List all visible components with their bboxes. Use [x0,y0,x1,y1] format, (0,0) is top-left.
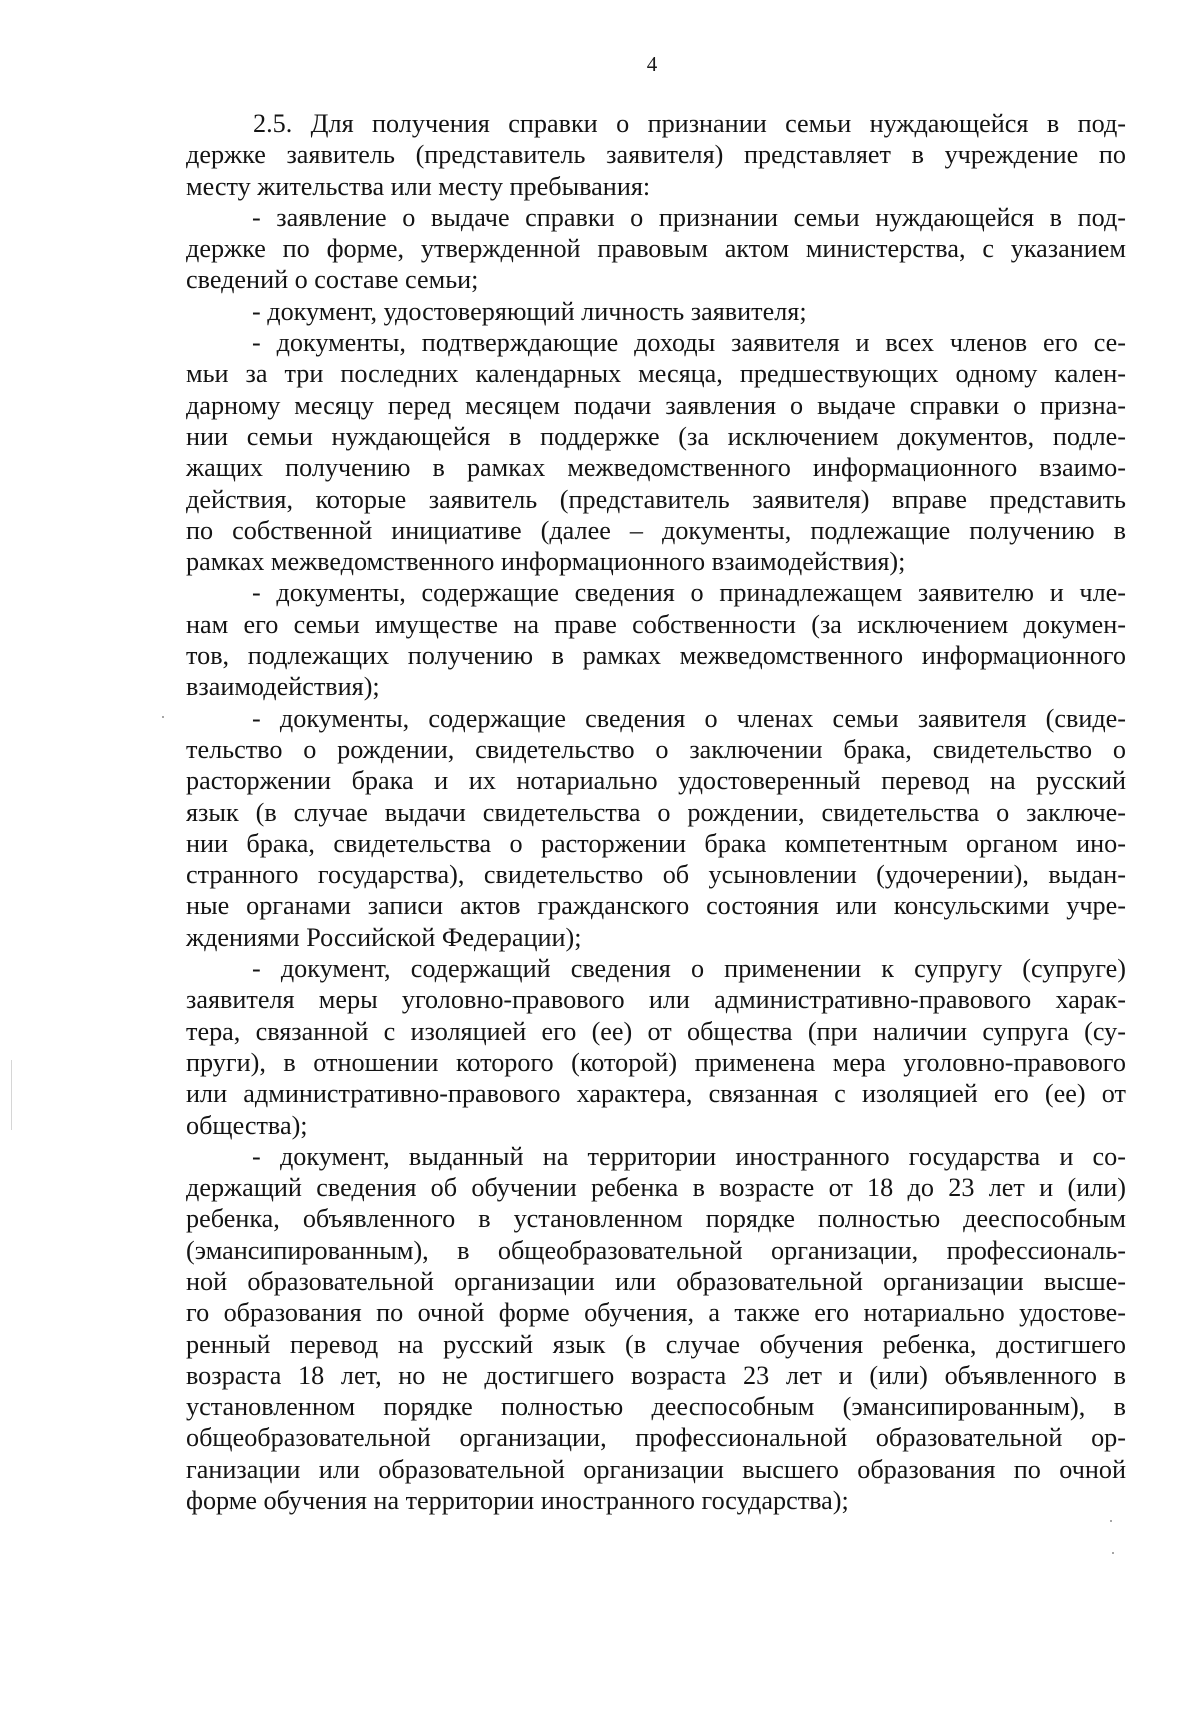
scan-speck [162,716,164,718]
text-line: нам его семьи имуществе на праве собственности (за исключением докумен- [186,609,1126,639]
text-line: - документы, подтверждающие доходы заявителя и всех членов его се- [252,328,1126,358]
text-line: ренный перевод на русский язык (в случае обучения ребенка, достигшего [186,1329,1126,1359]
text-line: - заявление о выдаче справки о признании семьи нуждающейся в под- [252,202,1126,232]
text-line: - документ, удостоверяющий личность заявителя; [252,296,807,326]
text-line: мьи за три последних календарных месяца, предшествующих одному кален- [186,359,1126,389]
text-line: рамках межведомственного информационного взаимодействия); [186,547,906,577]
text-line: - документы, содержащие сведения о принадлежащем заявителю и чле- [252,578,1126,608]
scan-speck [1112,1552,1114,1554]
text-line: возраста 18 лет, но не достигшего возраста 23 лет и (или) объявленного в [186,1360,1126,1390]
text-line: расторжении брака и их нотариально удостоверенный перевод на русский [186,766,1126,796]
paragraph [186,108,1126,202]
text-line: действия, которые заявитель (представитель заявителя) вправе представить [186,484,1126,514]
text-line: заявителя меры уголовно-правового или административно-правового харак- [186,985,1126,1015]
text-line: ной образовательной организации или образовательной организации высше- [186,1266,1126,1296]
text-line: общества); [186,1110,308,1140]
text-line: ребенка, объявленного в установленном порядке полностью дееспособным [186,1204,1126,1234]
scan-speck [1110,1520,1112,1522]
paragraph [186,327,1126,577]
text-line: держке по форме, утвержденной правовым актом министерства, с указанием [186,234,1126,264]
text-line: общеобразовательной организации, профессиональной образовательной ор- [186,1423,1126,1453]
paragraph [186,703,1126,953]
text-line: 2.5. Для получения справки о признании семьи нуждающейся в под- [253,109,1126,138]
paragraph [186,953,1126,1141]
text-line: дарному месяцу перед месяцем подачи заявления о выдаче справки о призна- [186,390,1126,420]
scan-edge-mark [11,1060,12,1130]
text-line: ганизации или образовательной организации высшего образования по очной [186,1454,1126,1484]
text-line: держке заявитель (представитель заявителя) представляет в учреждение по [186,140,1126,170]
text-line: язык (в случае выдачи свидетельства о рождении, свидетельства о заключе- [186,797,1126,827]
text-line: сведений о составе семьи; [186,265,479,295]
text-line: странного государства), свидетельство об усыновлении (удочерении), выдан- [186,860,1126,890]
text-line: жащих получению в рамках межведомственного информационного взаимо- [186,453,1126,483]
text-line: держащий сведения об обучении ребенка в возрасте от 18 до 23 лет и (или) [186,1173,1126,1203]
text-line: тельство о рождении, свидетельство о заключении брака, свидетельство о [186,734,1126,764]
text-line: или административно-правового характера, связанная с изоляцией его (ее) от [186,1079,1126,1109]
text-line: - документ, содержащий сведения о применении к супругу (супруге) [252,954,1126,984]
text-line: пруги), в отношении которого (которой) применена мера уголовно-правового [186,1047,1126,1077]
text-line: го образования по очной форме обучения, а также его нотариально удостове- [186,1298,1126,1328]
text-line: - документ, выданный на территории иностранного государства и со- [252,1141,1126,1171]
text-line: форме обучения на территории иностранного государства); [186,1486,849,1516]
paragraph [186,296,1126,327]
text-line: по собственной инициативе (далее – документы, подлежащие получению в [186,515,1126,545]
text-line: ждениями Российской Федерации); [186,922,582,952]
page-number: 4 [646,52,658,76]
text-line: (эмансипированным), в общеобразовательной организации, профессиональ- [186,1235,1126,1265]
text-line: тов, подлежащих получению в рамках межведомственного информационного [186,641,1126,671]
text-line: месту жительства или месту пребывания: [186,171,651,201]
text-line: нии брака, свидетельства о расторжении брака компетентным органом ино- [186,828,1126,858]
text-line: установленном порядке полностью дееспособным (эмансипированным), в [186,1392,1126,1422]
text-line: - документы, содержащие сведения о членах семьи заявителя (свиде- [252,703,1126,733]
paragraph [186,577,1126,702]
document-body [186,108,1126,1516]
paragraph [186,202,1126,296]
text-line: взаимодействия); [186,672,380,702]
text-line: ные органами записи актов гражданского состояния или консульскими учре- [186,891,1126,921]
text-line: нии семьи нуждающейся в поддержке (за исключением документов, подле- [186,421,1126,451]
paragraph [186,1141,1126,1517]
text-line: тера, связанной с изоляцией его (ее) от общества (при наличии супруга (су- [186,1016,1126,1046]
